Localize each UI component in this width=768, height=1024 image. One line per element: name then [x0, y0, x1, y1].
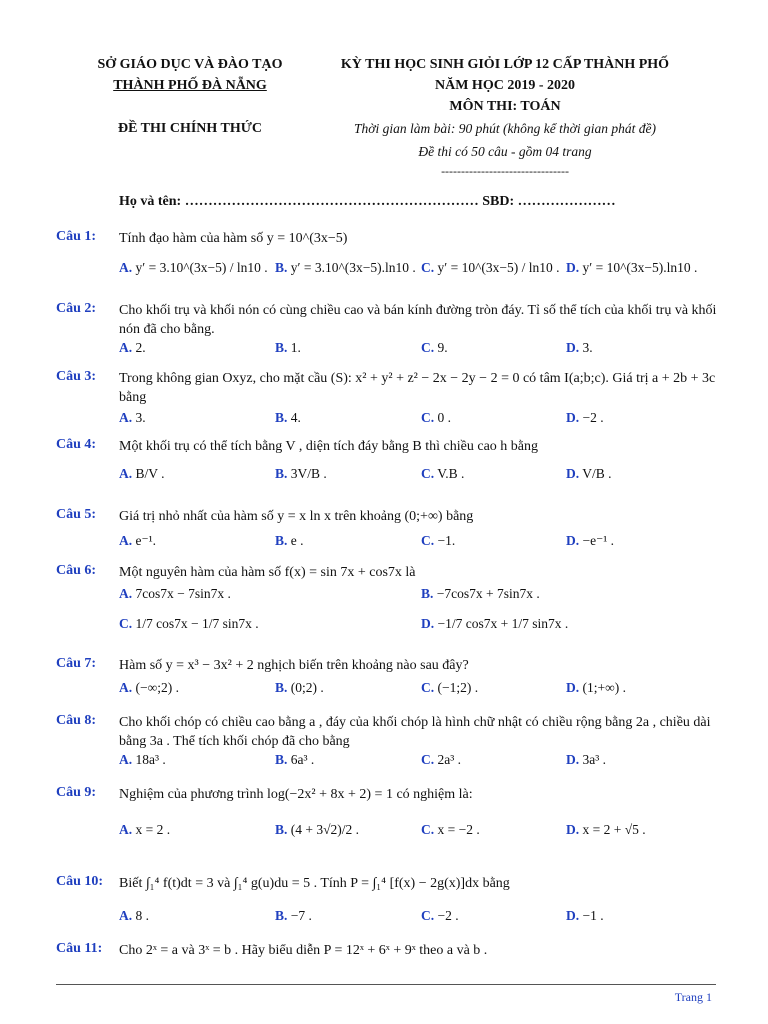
question-text: Nghiệm của phương trình log(−2x² + 8x + 2) = 1 có nghiệm là: — [119, 787, 473, 802]
option-a: A. x = 2 . — [119, 822, 171, 837]
department-name: SỞ GIÁO DỤC VÀ ĐÀO TẠO — [97, 57, 283, 72]
question-text: Hàm số y = x³ − 3x² + 2 nghịch biến trên khoảng nào sau đây? — [119, 658, 469, 673]
question-label: Câu 1: — [56, 229, 97, 244]
option-d: D. −2 . — [566, 410, 604, 425]
option-d: D. (1;+∞) . — [566, 680, 626, 695]
option-c: C. y′ = 10^(3x−5) / ln10 . — [421, 260, 560, 275]
option-b: B. y′ = 3.10^(3x−5).ln10 . — [275, 260, 416, 275]
option-d: D. y′ = 10^(3x−5).ln10 . — [566, 260, 698, 275]
city-name: THÀNH PHỐ ĐÀ NẴNG — [113, 78, 267, 93]
question-label: Câu 9: — [56, 785, 97, 800]
option-b: B. e . — [275, 533, 304, 548]
option-a: A. 18a³ . — [119, 752, 166, 767]
option-a: A. (−∞;2) . — [119, 680, 179, 695]
option-c: C. 2a³ . — [421, 752, 462, 767]
option-b: B. −7cos7x + 7sin7x . — [421, 586, 540, 601]
option-c: C. −1. — [421, 533, 456, 548]
option-c: C. (−1;2) . — [421, 680, 479, 695]
option-c: C. 1/7 cos7x − 1/7 sin7x . — [119, 616, 259, 631]
question-text: Một khối trụ có thể tích bằng V , diện tích đáy bằng B thì chiều cao h bằng — [119, 439, 539, 454]
question-label: Câu 4: — [56, 437, 97, 452]
option-a: A. 2. — [119, 340, 146, 355]
option-d: D. 3. — [566, 340, 593, 355]
option-b: B. (0;2) . — [275, 680, 324, 695]
question-text: Cho 2ˣ = a và 3ˣ = b . Hãy biểu diễn P = 12ˣ + 6ˣ + 9ˣ theo a và b . — [119, 943, 488, 958]
question-text: Trong không gian Oxyz, cho mặt cầu (S): x² + y² + z² − 2x − 2y − 2 = 0 có tâm I(a;b;c). Giá trị a + 2b + 3c bằng — [119, 371, 716, 405]
option-c: C. 0 . — [421, 410, 451, 425]
option-b: B. 1. — [275, 340, 301, 355]
question-label: Câu 11: — [56, 941, 103, 956]
question-label: Câu 10: — [56, 874, 104, 889]
question-label: Câu 7: — [56, 656, 97, 671]
option-d: D. 3a³ . — [566, 752, 607, 767]
option-a: A. 7cos7x − 7sin7x . — [119, 586, 231, 601]
option-d: D. −1 . — [566, 908, 604, 923]
question-label: Câu 5: — [56, 507, 97, 522]
option-b: B. 3V/B . — [275, 466, 327, 481]
time-limit: Thời gian làm bài: 90 phút (không kể thời gian phát đề) — [353, 121, 656, 136]
official-exam-label: ĐỀ THI CHÍNH THỨC — [117, 121, 263, 136]
student-info-line: Họ và tên: ……………………………………………………… SBD: ………………… — [119, 194, 616, 209]
question-label: Câu 3: — [56, 369, 97, 384]
question-label: Câu 2: — [56, 301, 97, 316]
question-label: Câu 6: — [56, 563, 97, 578]
question-text: Cho khối chóp có chiều cao bằng a , đáy của khối chóp là hình chữ nhật có chiều rộng bằng 2a , chiều dài bằng 3a . Thể tích khối chóp đã cho bằng — [119, 715, 711, 749]
question-text: Một nguyên hàm của hàm số f(x) = sin 7x + cos7x là — [119, 565, 416, 580]
exam-title: KỲ THI HỌC SINH GIỎI LỚP 12 CẤP THÀNH PHỐ — [340, 57, 670, 72]
page-count-note: Đề thi có 50 câu - gồm 04 trang — [418, 144, 592, 159]
footer-divider — [56, 984, 716, 985]
question-text: Cho khối trụ và khối nón có cùng chiều cao và bán kính đường tròn đáy. Tỉ số thể tích của khối trụ và khối nón đã cho bằng. — [119, 303, 717, 337]
separator-line: -------------------------------- — [441, 164, 569, 178]
option-a: A. 3. — [119, 410, 146, 425]
option-a: A. 8 . — [119, 908, 149, 923]
option-d: D. −e⁻¹ . — [566, 533, 615, 548]
option-c: C. V.B . — [421, 466, 465, 481]
question-text: Tính đạo hàm của hàm số y = 10^(3x−5) — [119, 231, 348, 246]
option-d: D. x = 2 + √5 . — [566, 822, 646, 837]
option-b: B. 4. — [275, 410, 301, 425]
option-c: C. 9. — [421, 340, 448, 355]
option-b: B. (4 + 3√2)/2 . — [275, 822, 360, 837]
question-text: Biết ∫₁⁴ f(t)dt = 3 và ∫₁⁴ g(u)du = 5 . Tính P = ∫₁⁴ [f(x) − 2g(x)]dx bằng — [119, 876, 510, 891]
question-text: Giá trị nhỏ nhất của hàm số y = x ln x trên khoảng (0;+∞) bằng — [119, 509, 474, 524]
option-a: A. y′ = 3.10^(3x−5) / ln10 . — [119, 260, 268, 275]
page-number: Trang 1 — [674, 990, 712, 1004]
subject: MÔN THI: TOÁN — [449, 99, 561, 114]
question-label: Câu 8: — [56, 713, 97, 728]
option-b: B. 6a³ . — [275, 752, 315, 767]
option-a: A. B/V . — [119, 466, 165, 481]
option-c: C. −2 . — [421, 908, 459, 923]
option-a: A. e⁻¹. — [119, 533, 157, 548]
option-c: C. x = −2 . — [421, 822, 480, 837]
option-d: D. V/B . — [566, 466, 612, 481]
option-d: D. −1/7 cos7x + 1/7 sin7x . — [421, 616, 569, 631]
school-year: NĂM HỌC 2019 - 2020 — [435, 78, 575, 93]
option-b: B. −7 . — [275, 908, 312, 923]
